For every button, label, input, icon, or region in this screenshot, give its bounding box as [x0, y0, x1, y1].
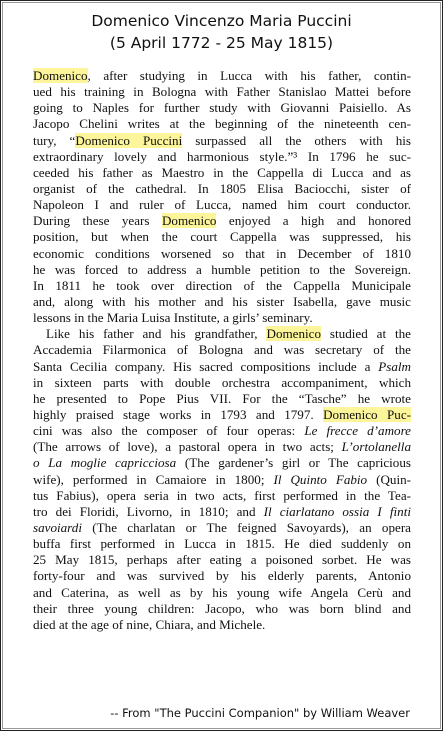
text-run: lessons in the Maria Luisa Institute, a girls’ seminary.: [33, 310, 313, 326]
title-dates: (5 April 1772 - 25 May 1815): [109, 34, 334, 52]
text-run: studied at the: [321, 326, 411, 342]
text-run: and, along with his mother and his sister Isabella, gave music: [33, 293, 411, 309]
text-line: [33, 326, 411, 342]
text-line: [33, 601, 411, 617]
text-run: highly praised stage works in 1793 and 1797.: [33, 406, 324, 422]
text-run: buffa first performed in Lucca in 1815. He died suddenly on: [33, 536, 411, 552]
text-line: [33, 246, 411, 262]
text-run: extraordinary lovely and harmonious style.”³ In 1796 he suc-: [33, 148, 411, 164]
title-name: Domenico Vincenzo Maria Puccini: [91, 12, 352, 30]
text-run: (The gardener’s girl or The capricious: [176, 455, 411, 471]
text-line: [33, 472, 411, 488]
text-run: Like his father and his grandfather,: [46, 326, 267, 342]
text-run: organist of the cathedral. In 1805 Elisa Baciocchi, sister of: [33, 180, 411, 196]
text-line: [33, 229, 411, 245]
text-run: ceeded his father as Maestro in the Cappella di Lucca and as: [33, 164, 411, 180]
text-run: and Caterina, as well as by his young wife Angela Cerù and: [33, 584, 411, 600]
biography-text: [33, 68, 411, 633]
highlighted-name: Domenico: [266, 326, 322, 342]
text-line: [33, 181, 411, 197]
italic-title: Il Quinto Fabio: [273, 471, 368, 487]
text-run: economic conditions worsened so that in December of 1810: [33, 245, 411, 261]
text-run: (Quin-: [367, 471, 411, 487]
text-line: [33, 504, 411, 520]
text-line: [33, 165, 411, 181]
text-line: [33, 213, 411, 229]
text-run: 25 May 1815, perhaps after eating a poisoned sorbet. He was: [33, 552, 411, 568]
highlighted-name: Domenico: [33, 68, 88, 83]
italic-title: L’ortolanella: [341, 439, 411, 455]
text-run: died at the age of nine, Chiara, and Michele.: [33, 616, 266, 632]
text-run: position, but when the court Cappella was suppressed, his: [33, 229, 411, 245]
italic-title: o La moglie capricciosa: [33, 455, 177, 471]
text-line: [33, 133, 411, 149]
text-line: [33, 520, 411, 536]
text-line: [33, 197, 411, 213]
text-run: (The charlatan or The feigned Savoyards), an opera: [81, 519, 411, 535]
highlighted-name: Domenico Puc-: [323, 406, 411, 422]
text-line: [33, 84, 411, 100]
text-run: In 1811 he took over direction of the Cappella Municipale: [33, 277, 411, 293]
text-line: [33, 488, 411, 504]
text-line: [33, 149, 411, 165]
text-run: forty-four and was survived by his elderly parents, Antonio: [33, 568, 411, 584]
text-line: [33, 585, 411, 601]
italic-title: savoiardi: [33, 519, 82, 535]
text-line: [33, 391, 411, 407]
source-credit: -- From "The Puccini Companion" by William Weaver: [110, 706, 410, 720]
text-line: [33, 342, 411, 358]
text-line: [33, 116, 411, 132]
text-line: [33, 68, 411, 84]
text-run: tus Fabius), opera seria in two acts, first performed in the Tea-: [33, 487, 411, 503]
text-run: going to Naples for further study with Giovanni Paisiello. As: [33, 100, 411, 116]
text-run: Jacopo Chelini writes at the beginning of the nineteenth cen-: [33, 116, 411, 132]
text-run: in sixteen parts with double orchestra accompaniment, which: [33, 374, 411, 390]
text-run: cini was also the composer of four operas:: [33, 423, 305, 439]
text-line: [33, 310, 411, 326]
text-line: [33, 278, 411, 294]
text-run: Napoleon I and ruler of Lucca, named him court conductor.: [33, 197, 411, 213]
italic-title: Le frecce d’amore: [304, 423, 411, 439]
text-line: [33, 407, 411, 423]
text-run: their three young children: Jacopo, who was born blind and: [33, 600, 411, 616]
text-run: (The arrows of love), a pastoral opera in two acts;: [33, 439, 342, 455]
text-run: surpassed all the others with his: [182, 132, 411, 148]
text-line: [33, 568, 411, 584]
text-run: he presented to Pope Pius VII. For the “Tasche” he wrote: [33, 390, 411, 406]
text-run: Accademia Filarmonica of Bologna and was secretary of the: [33, 342, 411, 358]
highlighted-name: Domenico Puccini: [75, 132, 183, 148]
text-line: [33, 359, 411, 375]
text-line: [33, 262, 411, 278]
paragraph: [33, 326, 411, 633]
text-line: [33, 375, 411, 391]
text-line: [33, 423, 411, 439]
text-line: [33, 439, 411, 455]
document-title: [0, 10, 443, 54]
italic-title: Psalm: [378, 358, 411, 374]
text-line: [33, 536, 411, 552]
text-line: [33, 455, 411, 471]
text-run: he was forced to address a humble petition to the Sovereign.: [33, 261, 411, 277]
text-run: , after studying in Lucca with his father, contin-: [87, 68, 411, 83]
text-run: tro dei Floridi, Livorno, in 1810; and: [33, 503, 264, 519]
italic-title: Il ciarlatano ossia I finti: [263, 503, 411, 519]
text-run: wife), performed in Camaiore in 1800;: [33, 471, 274, 487]
text-run: During these years: [33, 213, 162, 229]
text-run: Santa Cecilia company. His sacred compositions include a: [33, 358, 379, 374]
text-line: [33, 294, 411, 310]
paragraph: [33, 68, 411, 326]
text-line: [33, 552, 411, 568]
text-line: [33, 617, 411, 633]
text-line: [33, 100, 411, 116]
text-run: enjoyed a high and honored: [216, 213, 412, 229]
text-run: tury, “: [33, 132, 76, 148]
text-run: ued his training in Bologna with Father Stanislao Mattei before: [33, 84, 411, 100]
highlighted-name: Domenico: [161, 213, 217, 229]
